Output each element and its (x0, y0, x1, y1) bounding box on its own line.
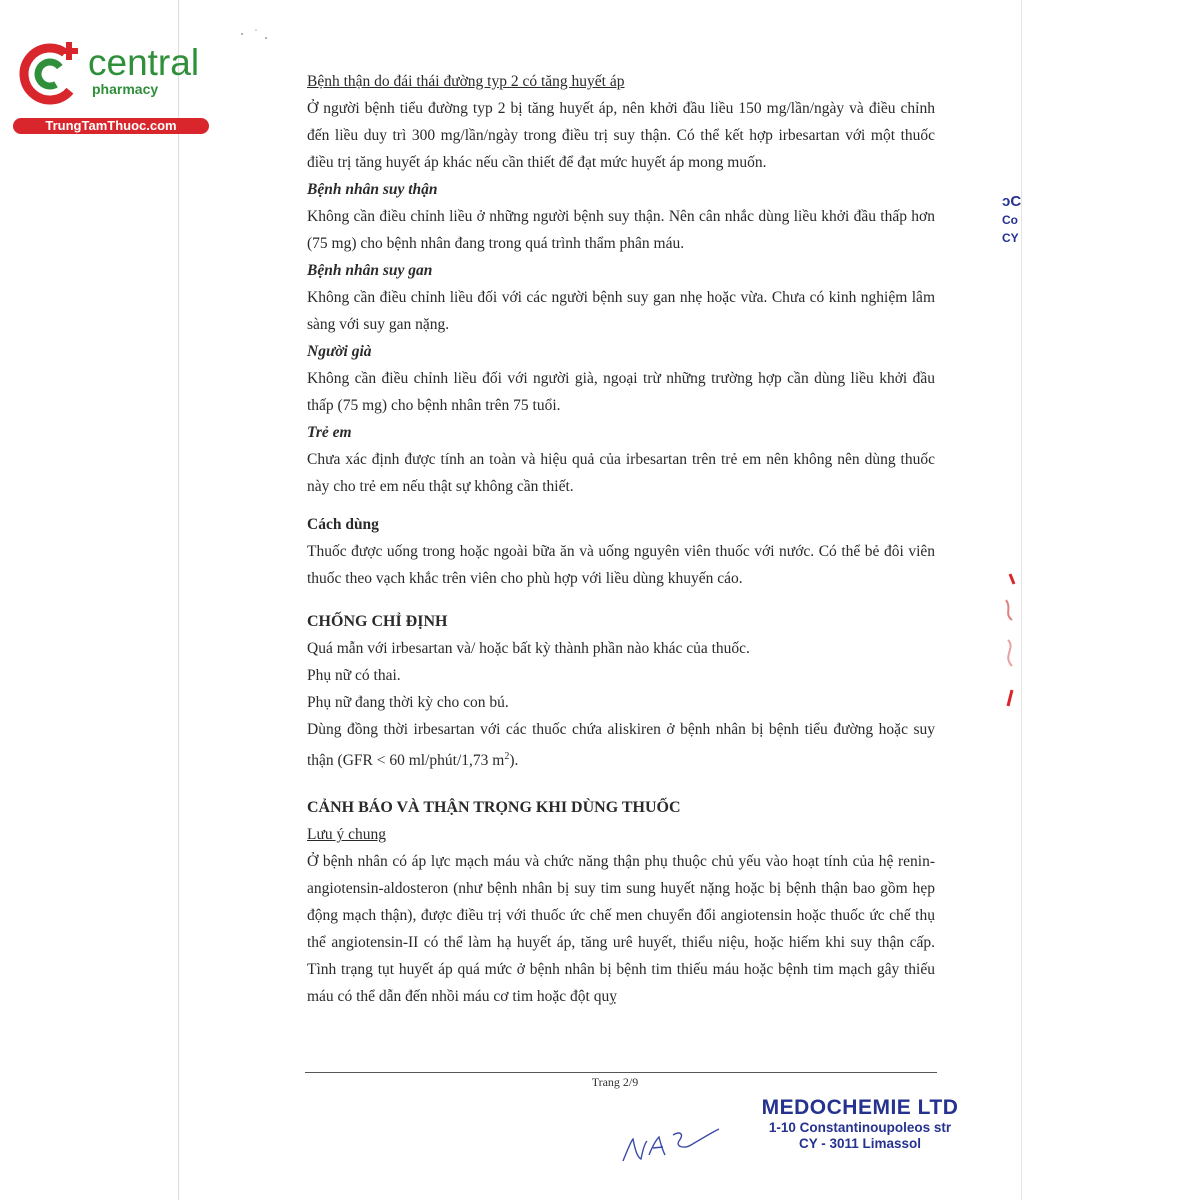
heading-contraindications: CHỐNG CHỈ ĐỊNH (307, 613, 448, 630)
edge-red-stamp-fragment-icon (996, 570, 1024, 720)
svg-text:Co: Co (1002, 213, 1018, 227)
brand-name-block (88, 44, 199, 96)
edge-stamp-fragment-icon (1000, 190, 1024, 250)
handwritten-signature-icon (615, 1115, 725, 1171)
contraindication-item: Phụ nữ đang thời kỳ cho con bú. (307, 694, 509, 711)
brand-name: central (88, 42, 200, 83)
heading-hepatic-patients: Bệnh nhân suy gan (307, 262, 433, 279)
stamp-address-line: 1-10 Constantinoupoleos str (768, 1120, 952, 1135)
contraindication-item-aliskiren (307, 716, 935, 774)
brand-website-badge[interactable]: TrungTamThuoc.com (13, 118, 209, 134)
contraindication-aliskiren-end: ). (509, 752, 519, 770)
contraindication-item: Phụ nữ có thai. (307, 667, 401, 684)
page-number: Trang 2/9 (591, 1075, 639, 1089)
svg-text:CY: CY (1002, 231, 1019, 245)
superscript-squared: 2 (504, 751, 510, 762)
heading-renal-patients: Bệnh nhân suy thận (307, 181, 438, 198)
stamp-company-name: MEDOCHEMIE LTD (761, 1096, 959, 1119)
paragraph-usage: Thuốc được uống trong hoặc ngoài bữa ăn và uống nguyên viên thuốc với nước. Có thể bẻ đôi viên thuốc theo vạch khắc trên viên cho phù hợp với liều dùng khuyến cáo. (307, 543, 935, 587)
footer-divider (305, 1072, 937, 1073)
section-heading-diabetic-nephropathy: Bệnh thận do đái thái đường typ 2 có tăng huyết áp (307, 73, 625, 90)
contraindication-item: Quá mẫn với irbesartan và/ hoặc bất kỳ thành phần nào khác của thuốc. (307, 640, 750, 657)
paragraph-diabetic-nephropathy: Ở người bệnh tiểu đường typ 2 bị tăng huyết áp, nên khởi đầu liều 150 mg/lần/ngày và điều chỉnh đến liều duy trì 300 mg/lần/ngày trong điều trị suy thận. Có thể kết hợp irbesartan với một thuốc điều trị tăng huyết áp khác nếu cần thiết để đạt mức huyết áp mong muốn. (307, 100, 935, 171)
stamp-city-line: CY - 3011 Limassol (798, 1136, 922, 1151)
paragraph-hepatic-patients: Không cần điều chỉnh liều đối với các người bệnh suy gan nhẹ hoặc vừa. Chưa có kinh nghiệm lâm sàng với suy gan nặng. (307, 289, 935, 333)
heading-elderly: Người già (307, 343, 372, 360)
paragraph-children: Chưa xác định được tính an toàn và hiệu quả của irbesartan trên trẻ em nên không nên dùng thuốc này cho trẻ em nếu thật sự không cần thiết. (307, 451, 935, 495)
document-body (307, 68, 935, 1010)
heading-children: Trẻ em (307, 424, 352, 441)
brand-subtitle: pharmacy (92, 81, 159, 97)
paragraph-renal-patients: Không cần điều chỉnh liều ở những người bệnh suy thận. Nên cân nhắc dùng liều khởi đầu thấp hơn (75 mg) cho bệnh nhân đang trong quá trình thẩm phân máu. (307, 208, 935, 252)
svg-text:ͻC: ͻC (1002, 193, 1022, 210)
scan-noise-icon (236, 24, 276, 44)
paragraph-general-notes: Ở bệnh nhân có áp lực mạch máu và chức năng thận phụ thuộc chủ yếu vào hoạt tính của hệ renin-angiotensin-aldosteron (như bệnh nhân bị suy tim sung huyết nặng hoặc bị bệnh thận bao gồm hẹp động mạch thận), được điều trị với thuốc ức chế men chuyển đổi angiotensin hoặc thuốc ức chế thụ thể angiotensin-II có thể làm hạ huyết áp, tăng urê huyết, thiểu niệu, hoặc hiếm khi suy thận cấp. Tình trạng tụt huyết áp quá mức ở bệnh nhân bị bệnh tim thiếu máu hoặc bệnh tim mạch gây thiếu máu có thể dẫn đến nhồi máu cơ tim hoặc đột quỵ (307, 853, 935, 1006)
paragraph-elderly: Không cần điều chỉnh liều đối với người già, ngoại trừ những trường hợp cần dùng liều khởi đầu thấp (75 mg) cho bệnh nhân trên 75 tuổi. (307, 370, 935, 414)
heading-warnings: CẢNH BÁO VÀ THẬN TRỌNG KHI DÙNG THUỐC (307, 799, 681, 817)
company-stamp (745, 1096, 975, 1152)
heading-usage: Cách dùng (307, 516, 379, 533)
contraindication-aliskiren-text: Dùng đồng thời irbesartan với các thuốc chứa aliskiren ở bệnh nhân bị bệnh tiểu đường hoặc suy thận (GFR < 60 ml/phút/1,73 m (307, 721, 935, 770)
subheading-general-notes: Lưu ý chung (307, 826, 386, 844)
